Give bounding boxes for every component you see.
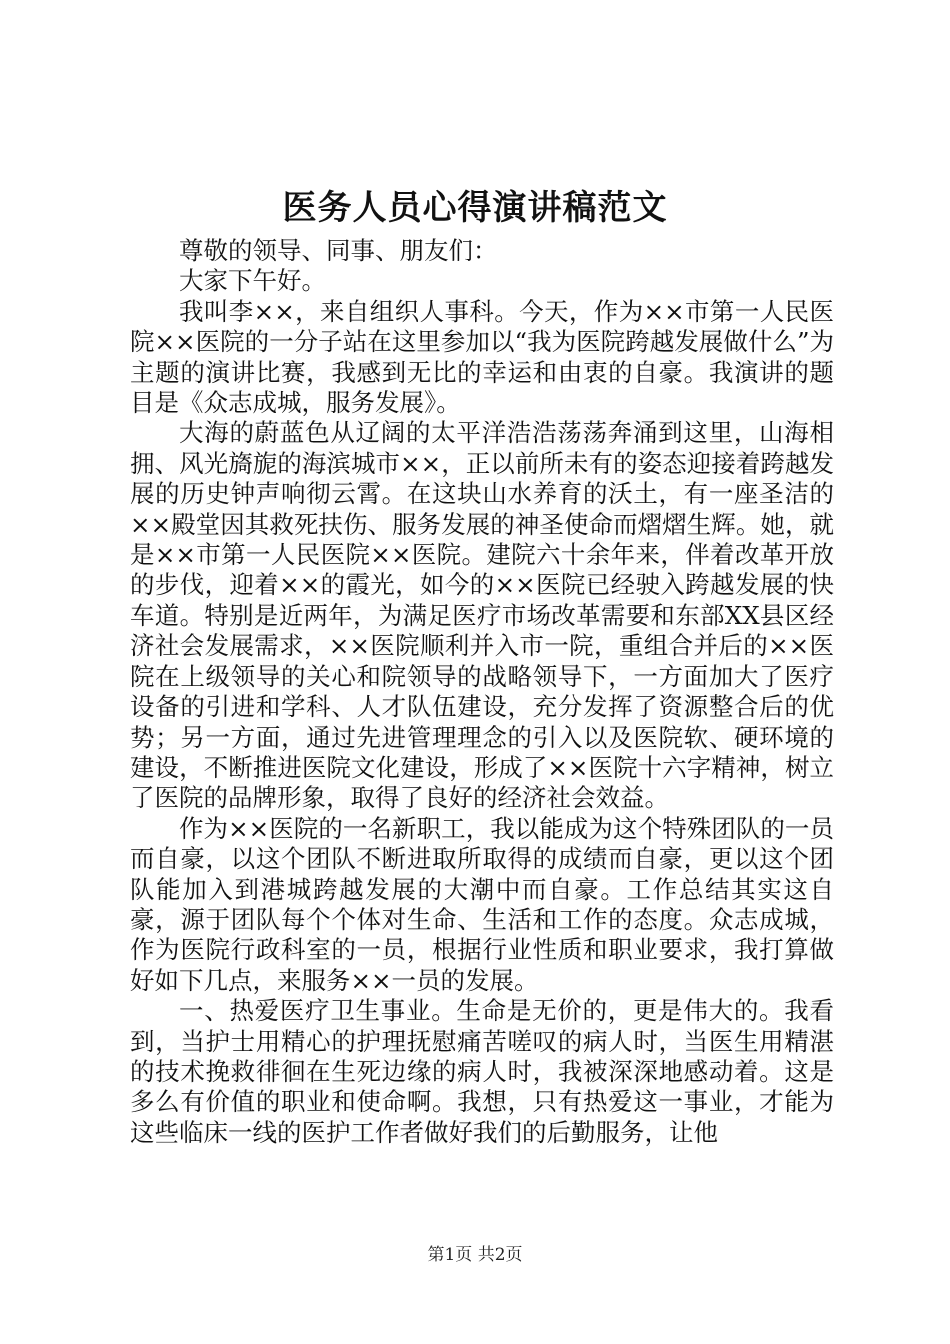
paragraph-team-pride: 作为××医院的一名新职工，我以能成为这个特殊团队的一员而自豪，以这个团队不断进取所取得的成绩而自豪，更以这个团队能加入到港城跨越发展的大潮中而自豪。工作总结其实这自豪，源于团队每个个体对生命、生活和工作的态度。众志成城，作为医院行政科室的一员，根据行业性质和职业要求，我打算做好如下几点，来服务××一员的发展。 [130,813,834,995]
salutation: 尊敬的领导、同事、朋友们： [179,236,498,265]
paragraph-hospital-history: 大海的蔚蓝色从辽阔的太平洋浩浩荡荡奔涌到这里，山海相拥、风光旖旎的海滨城市××，正以前所未有的姿态迎接着跨越发展的历史钟声响彻云霄。在这块山水养育的沃土，有一座圣洁的××殿堂因其救死扶伤、服务发展的神圣使命而熠熠生辉。她，就是××市第一人民医院××医院。建院六十余年来，伴着改革开放的步伐，迎着××的霞光，如今的××医院已经驶入跨越发展的快车道。特别是近两年，为满足医疗市场改革需要和东部XX县区经济社会发展需求，××医院顺利并入市一院，重组合并后的××医院在上级领导的关心和院领导的战略领导下，一方面加大了医疗设备的引进和学科、人才队伍建设，充分发挥了资源整合后的优势；另一方面，通过先进管理理念的引入以及医院软、硬环境的建设，不断推进医院文化建设，形成了××医院十六字精神，树立了医院的品牌形象，取得了良好的经济社会效益。 [130,418,834,813]
document-title: 医务人员心得演讲稿范文 [282,188,668,228]
paragraph-introduction: 我叫李××，来自组织人事科。今天，作为××市第一人民医院××医院的一分子站在这里参加以“我为医院跨越发展做什么”为主题的演讲比赛，我感到无比的幸运和由衷的自豪。我演讲的题目是《众志成城，服务发展》。 [130,296,834,418]
page-footer: 第1页 共2页 [427,1245,523,1265]
paragraph-point-one: 一、热爱医疗卫生事业。生命是无价的，更是伟大的。我看到，当护士用精心的护理抚慰痛苦嗟叹的病人时，当医生用精湛的技术挽救徘徊在生死边缘的病人时，我被深深地感动着。这是多么有价值的职业和使命啊。我想，只有热爱这一事业，才能为这些临床一线的医护工作者做好我们的后勤服务，让他 [130,996,834,1147]
document-body [130,236,834,1148]
greeting: 大家下午好。 [179,266,326,296]
